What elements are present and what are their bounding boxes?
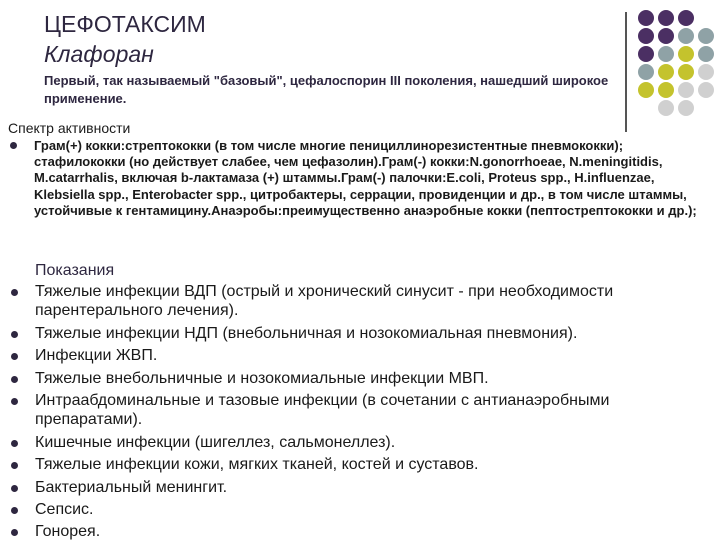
bullet-icon	[11, 507, 18, 514]
bullet-icon	[11, 529, 18, 536]
indication-text: Интраабдоминальные и тазовые инфекции (в сочетании с антианаэробными препаратами).	[35, 392, 610, 429]
decor-dot	[638, 82, 654, 98]
decor-dot	[658, 46, 674, 62]
bullet-icon	[11, 485, 18, 492]
list-item	[8, 522, 714, 541]
list-item	[8, 391, 714, 430]
bullet-icon	[11, 398, 18, 405]
spectrum-section	[8, 138, 714, 219]
bullet-icon	[11, 440, 18, 447]
list-item	[8, 433, 714, 452]
decor-dot	[678, 100, 694, 116]
decor-dot	[638, 46, 654, 62]
indication-text: Тяжелые инфекции кожи, мягких тканей, костей и суставов.	[35, 456, 479, 474]
indication-text: Тяжелые внебольничные и нозокомиальные инфекции МВП.	[35, 369, 489, 387]
intro-text: Первый, так называемый "базовый", цефалоспорин III поколения, нашедший широкое применение.	[44, 73, 609, 106]
indication-text: Гонорея.	[35, 523, 101, 541]
spectrum-heading: Спектр активности	[8, 120, 131, 136]
bullet-icon	[10, 142, 17, 149]
indication-text: Кишечные инфекции (шигеллез, сальмонеллез).	[35, 433, 396, 451]
decor-dot	[678, 64, 694, 80]
indication-text: Бактериальный менингит.	[35, 478, 228, 496]
indication-text: Тяжелые инфекции ВДП (острый и хронический синусит - при необходимости парентерального лечения).	[35, 283, 614, 320]
divider-line	[625, 12, 627, 132]
spectrum-text: Грам(+) кокки:стрептококки (в том числе многие пенициллинорезистентные пневмококки); стафилококки (но действует слабее, чем цефазолин).Грам(-) кокки:N.gonorrhoeae, N.meningitidis, M.catarrhalis, включая b-лактамаза (+) штаммы.Грам(-) палочки:E.coli, Proteus spp., H.influenzae, Klebsiella spp., Enterobacter spp., цитробактеры, серрации, провиденции и др., в том числе штаммы, устойчивые к гентамицину.Анаэробы:преимущественно анаэробные кокки (пептострептококки и др.);	[34, 138, 697, 218]
list-item	[8, 478, 714, 497]
decor-dot	[658, 28, 674, 44]
list-item	[8, 324, 714, 343]
decor-dot	[698, 46, 714, 62]
list-item	[8, 138, 714, 219]
decor-dot	[698, 64, 714, 80]
bullet-icon	[11, 289, 18, 296]
bullet-icon	[11, 353, 18, 360]
bullet-icon	[11, 331, 18, 338]
indications-heading: Показания	[35, 262, 115, 279]
decorative-dot-grid	[638, 10, 718, 120]
indication-text: Инфекции ЖВП.	[35, 347, 158, 365]
decor-dot	[678, 10, 694, 26]
decor-dot	[658, 82, 674, 98]
slide-subtitle: Клафоран	[44, 41, 154, 67]
list-item	[8, 282, 714, 321]
decor-dot	[678, 46, 694, 62]
decor-dot	[638, 10, 654, 26]
decor-dot	[658, 10, 674, 26]
decor-dot	[638, 28, 654, 44]
list-item	[8, 346, 714, 365]
bullet-icon	[11, 376, 18, 383]
decor-dot	[698, 28, 714, 44]
decor-dot	[658, 100, 674, 116]
decor-dot	[678, 28, 694, 44]
decor-dot	[638, 64, 654, 80]
list-item	[8, 500, 714, 519]
list-item	[8, 369, 714, 388]
indication-text: Тяжелые инфекции НДП (внебольничная и нозокомиальная пневмония).	[35, 324, 578, 342]
decor-dot	[698, 82, 714, 98]
indication-text: Сепсис.	[35, 501, 94, 519]
indications-list	[8, 282, 714, 545]
decor-dot	[658, 64, 674, 80]
list-item	[8, 455, 714, 474]
bullet-icon	[11, 462, 18, 469]
decor-dot	[678, 82, 694, 98]
slide-title: ЦЕФОТАКСИМ	[44, 11, 206, 37]
